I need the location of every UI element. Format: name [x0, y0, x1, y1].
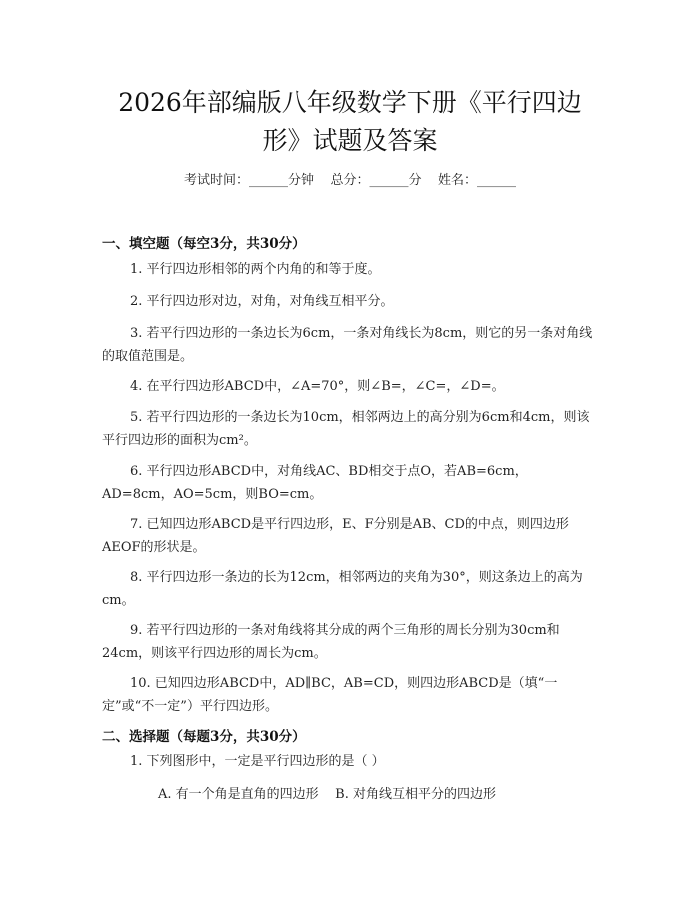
- document-title-line1: 2026年部编版八年级数学下册《平行四边: [118, 88, 582, 117]
- document-title-line2: 形》试题及答案: [262, 126, 438, 155]
- question-8: 8. 平行四边形一条边的长为12cm，相邻两边的夹角为30°，则这条边上的高为cm。: [102, 570, 583, 608]
- question-6: 6. 平行四边形ABCD中，对角线AC、BD相交于点O，若AB=6cm，AD=8cm，AO=5cm，则BO=cm。: [102, 464, 528, 502]
- question-7: 7. 已知四边形ABCD是平行四边形，E、F分别是AB、CD的中点，则四边形AEOF的形状是。: [102, 517, 569, 555]
- question-3: 3. 若平行四边形的一条边长为6cm，一条对角线长为8cm，则它的另一条对角线的取值范围是。: [102, 326, 593, 364]
- section-fill-in-title: 一、填空题（每空3分，共30分）: [102, 236, 306, 252]
- question-5: 5. 若平行四边形的一条边长为10cm，相邻两边上的高分别为6cm和4cm，则该平行四边形的面积为cm²。: [102, 410, 590, 448]
- question-2: 2. 平行四边形对边，对角，对角线互相平分。: [130, 294, 394, 309]
- choice-question-1: 1. 下列图形中，一定是平行四边形的是（ ）: [130, 754, 385, 769]
- exam-info-line: 考试时间：______分钟 总分：______分 姓名：______: [183, 173, 517, 188]
- section-choice-title: 二、选择题（每题3分，共30分）: [102, 729, 306, 745]
- question-1: 1. 平行四边形相邻的两个内角的和等于度。: [130, 262, 381, 277]
- question-9: 9. 若平行四边形的一条对角线将其分成的两个三角形的周长分别为30cm和24cm，则该平行四边形的周长为cm。: [102, 623, 560, 661]
- question-4: 4. 在平行四边形ABCD中，∠A=70°，则∠B=，∠C=，∠D=。: [130, 379, 505, 394]
- question-10: 10. 已知四边形ABCD中，AD∥BC，AB=CD，则四边形ABCD是（填“一定”或“不一定”）平行四边形。: [102, 676, 558, 714]
- choice-question-1-options: A. 有一个角是直角的四边形 B. 对角线互相平分的四边形: [158, 787, 497, 802]
